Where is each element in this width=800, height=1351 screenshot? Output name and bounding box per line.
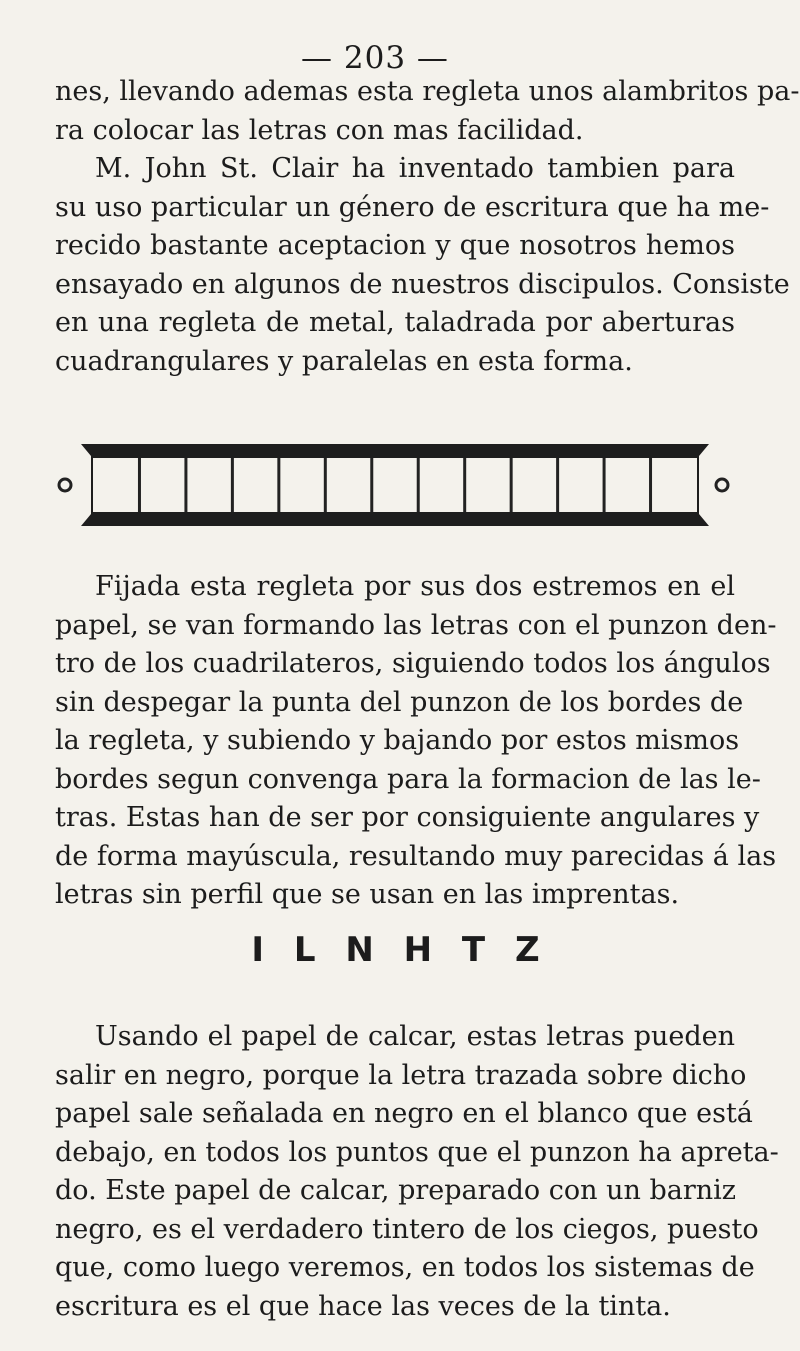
text-line: papel sale señalada en negro en el blanco que está bbox=[55, 1098, 753, 1129]
text-line: recido bastante aceptacion y que nosotros hemos bbox=[55, 230, 735, 261]
right-pin-icon bbox=[716, 479, 728, 491]
text-line: papel, se van formando las letras con el punzon den- bbox=[55, 609, 777, 641]
text-line: salir en negro, porque la letra trazada sobre dicho bbox=[55, 1059, 747, 1091]
paragraph-3 bbox=[55, 1018, 779, 1326]
text-line: tras. Estas han de ser por consiguiente angulares y bbox=[55, 802, 760, 833]
text-line: sin despegar la punta del punzon de los bordes de bbox=[55, 686, 744, 718]
text-line: debajo, en todos los puntos que el punzon ha apreta- bbox=[55, 1136, 779, 1168]
text-line: letras sin perfil que se usan en las imprentas. bbox=[55, 879, 680, 910]
sample-letters: I L N H T Z bbox=[251, 930, 549, 970]
paragraph-2 bbox=[55, 568, 777, 915]
text-line: escritura es el que hace las veces de la tinta. bbox=[55, 1290, 671, 1322]
text-line: en una regleta de metal, taladrada por aberturas bbox=[55, 307, 735, 338]
text-line: ra colocar las letras con mas facilidad. bbox=[55, 114, 584, 146]
text-line: bordes segun convenga para la formacion de las le- bbox=[55, 763, 761, 795]
text-line: negro, es el verdadero tintero de los ciegos, puesto bbox=[55, 1213, 759, 1245]
regleta-window bbox=[93, 458, 697, 512]
text-line: M. John St. Clair ha inventado tambien para bbox=[95, 153, 735, 184]
page-number: — 203 — bbox=[301, 40, 449, 76]
text-line: Fijada esta regleta por sus dos estremos en el bbox=[95, 571, 735, 602]
text-line: ensayado en algunos de nuestros discipulos. Consiste bbox=[55, 268, 790, 300]
text-line: do. Este papel de calcar, preparado con un barniz bbox=[55, 1175, 737, 1206]
left-pin-icon bbox=[59, 479, 71, 491]
paragraph-1 bbox=[55, 73, 800, 381]
text-line: Usando el papel de calcar, estas letras pueden bbox=[95, 1021, 735, 1052]
text-line: de forma mayúscula, resultando muy parecidas á las bbox=[55, 840, 777, 872]
text-line: que, como luego veremos, en todos los sistemas de bbox=[55, 1252, 755, 1283]
text-line: nes, llevando ademas esta regleta unos alambritos pa- bbox=[55, 76, 800, 107]
text-line: su uso particular un género de escritura que ha me- bbox=[55, 191, 770, 223]
regleta-figure bbox=[55, 440, 735, 530]
regleta-illustration bbox=[55, 440, 735, 530]
text-line: tro de los cuadrilateros, siguiendo todos los ángulos bbox=[55, 648, 771, 679]
text-line: la regleta, y subiendo y bajando por estos mismos bbox=[55, 725, 740, 756]
text-line: cuadrangulares y paralelas en esta forma. bbox=[55, 345, 633, 377]
